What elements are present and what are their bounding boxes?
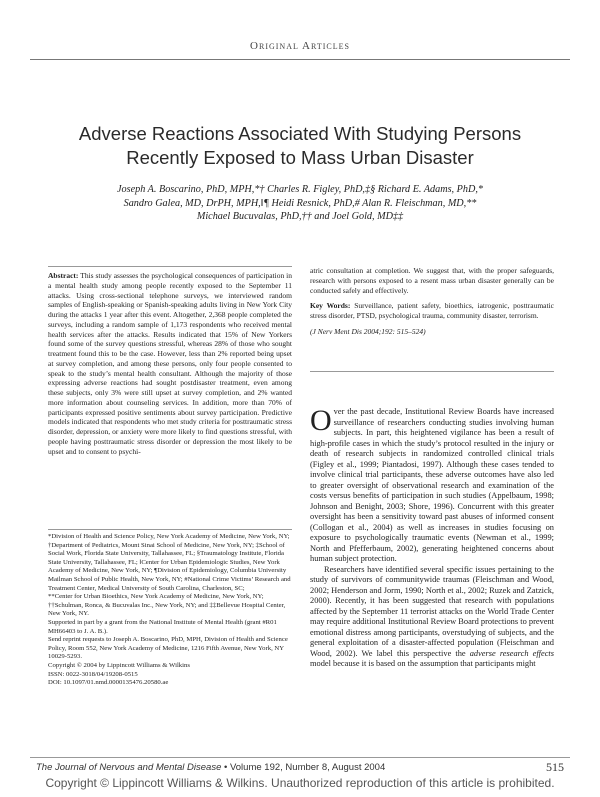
article-title xyxy=(60,122,540,170)
keywords-label: Key Words: xyxy=(310,301,351,311)
author-line: Joseph A. Boscarino, PhD, MPH,*† Charles R. Figley, PhD,‡§ Richard E. Adams, PhD,* xyxy=(117,184,483,195)
title-line: Recently Exposed to Mass Urban Disaster xyxy=(126,147,474,168)
drop-cap: O xyxy=(310,404,332,437)
section-label: Original Articles xyxy=(250,40,350,52)
copyright-notice: Copyright © Lippincott Williams & Wilkins. Unauthorized reproduction of this article is prohibited. xyxy=(45,776,555,790)
footnote-affiliations-cont: **Center for Urban Bioethics, New York Academy of Medicine, New York, NY; ††Schulman, Ronca, & Bucuvalas Inc., New York, NY; and ‡‡Bellevue Hospital Center, New York, NY. xyxy=(48,593,286,618)
journal-footer xyxy=(36,762,564,773)
footnote-reprint: Send reprint requests to Joseph A. Boscarino, PhD, MPH, Division of Health and Science Policy, Room 552, New York Academy of Medicine, 1216 Fifth Avenue, New York, NY 10029-5293. xyxy=(48,636,288,661)
abstract-label: Abstract: xyxy=(48,271,79,280)
body-paragraph: Over the past decade, Institutional Review Boards have increased surveillance of researchers conducting studies involving human subjects. In part, this heightened vigilance has been a result of high-profile cases in which the study’s protocol resulted in the injury or death of research subjects in randomized controlled clinical trials (Figley et al., 1999; Piantadosi, 1997). Although these cases tended to involve clinical trial participants, these adverse outcomes have also led to greater oversight of observational research and examination of the costs versus benefits of participation in such studies (Appelbaum, 1998; Johnson and Benight, 2003; Shore, 1996). Concurrent with this greater oversight has been a sensitivity toward past abuses of informed consent (Collogan et al., 2004) as well as increases in studies focusing on exposure to psychologically traumatic events (Newman et al., 1999; North and Pfefferbaum, 2002), generating heightened concerns about human subject protection. xyxy=(310,404,554,563)
abstract-text: This study assesses the psychological consequences of participation in a mental health study among people recently exposed to the September 11 attacks. Using cross-sectional telephone surveys, we interviewed random samples of English-speaking or Spanish-speaking adults living in New York City during the attacks 1 year after this event. Altogether, 2,368 people completed the surveys, including a random sample of 1,173 respondents who received mental health services after the attacks. Results indicated that 15% of New Yorkers found some of the survey questions stressful, whereas 28% of those who sought treatment found this to be the case. However, less than 2% reported being upset at survey completion, and among these persons, only four people consented to speak to the study’s mental health consultant. Although the majority of those expressing adverse reactions had sought postdisaster treatment, even among these subjects, only 3% were still upset at survey completion, and 2% wanted more information about counseling services. In addition, more than 70% of participants expressed positive sentiments about survey participation. Predictive models indicated that respondents who met study criteria for posttraumatic stress disorder, depression, or anxiety were more likely to find questions stressful, with people having posttraumatic stress disorder or depression the most likely to be upset and to consent to psychi- xyxy=(48,271,292,456)
footnote-doi: DOI: 10.1097/01.nmd.0000135476.20580.ae xyxy=(48,679,169,687)
author-line: Sandro Galea, MD, DrPH, MPH,‖¶ Heidi Resnick, PhD,# Alan R. Fleischman, MD,** xyxy=(123,197,477,209)
body-paragraph: Researchers have identified several specific issues pertaining to the study of survivors of communitywide traumas (Fleischman and Wood, 2002; Henderson and Jorm, 1990; North et al., 2002; Ruzek and Zatzick, 2000). Recently, it has been suggested that research with populations affected by the September 11 terrorist attacks on the World Trade Center may require additional Institutional Review Board protections to prevent emotional distress among participants, overstudying of subjects, and the general exploitation of a disaster-affected population (Fleischman and Wood, 2002). We label this perspective the adverse research effects model because it is based on the assumption that participants might xyxy=(310,564,555,668)
author-line: Michael Bucuvalas, PhD,†† and Joel Gold, MD‡‡ xyxy=(196,211,404,222)
footnote-grant: Supported in part by a grant from the National Institute of Mental Health (grant #R01 MH66403 to J. A. B.). xyxy=(48,618,277,635)
body-text xyxy=(310,404,555,670)
keywords-text: Surveillance, patient safety, bioethics, iatrogenic, posttraumatic stress disorder, PTSD, psychological trauma, community disaster, terrorism. xyxy=(310,301,555,320)
author-list xyxy=(40,183,560,224)
journal-name: The Journal of Nervous and Mental Disease xyxy=(36,762,222,773)
title-line: Adverse Reactions Associated With Studying Persons xyxy=(78,123,522,144)
header-rule xyxy=(30,59,570,60)
abstract xyxy=(48,266,292,456)
footnote-issn: ISSN: 0022-3018/04/19208-0515 xyxy=(48,670,138,678)
abstract-continued xyxy=(310,266,554,343)
footnotes xyxy=(48,529,292,688)
page-number: 515 xyxy=(546,760,564,774)
journal-issue: • Volume 192, Number 8, August 2004 xyxy=(221,762,386,773)
footnote-affiliations: *Division of Health and Science Policy, New York Academy of Medicine, New York, NY; †Department of Pediatrics, Mount Sinai School of Medicine, New York, NY; ‡School of Social Work, Florida State University, Tallahassee, FL; §Traumatology Institute, Florida State University, Tallahassee, FL; ‖Center for Urban Epidemiologic Studies, New York Academy of Medicine, New York, NY; ¶Division of Epidemiology, Columbia University Mailman School of Public Health, New York, NY; #National Crime Victims’ Research and Treatment Center, Medical University of South Carolina, Charleston, SC; xyxy=(48,533,291,592)
footnote-copyright: Copyright © 2004 by Lippincott Williams & Wilkins xyxy=(48,661,190,669)
footer-rule xyxy=(30,757,570,758)
citation: (J Nerv Ment Dis 2004;192: 515–524) xyxy=(310,326,426,336)
abstract-continued-text: atric consultation at completion. We suggest that, with the proper safeguards, research with persons exposed to a resent mass urban disaster generally can be conducted safely and effectively. xyxy=(310,266,554,295)
abstract-rule xyxy=(310,371,554,372)
